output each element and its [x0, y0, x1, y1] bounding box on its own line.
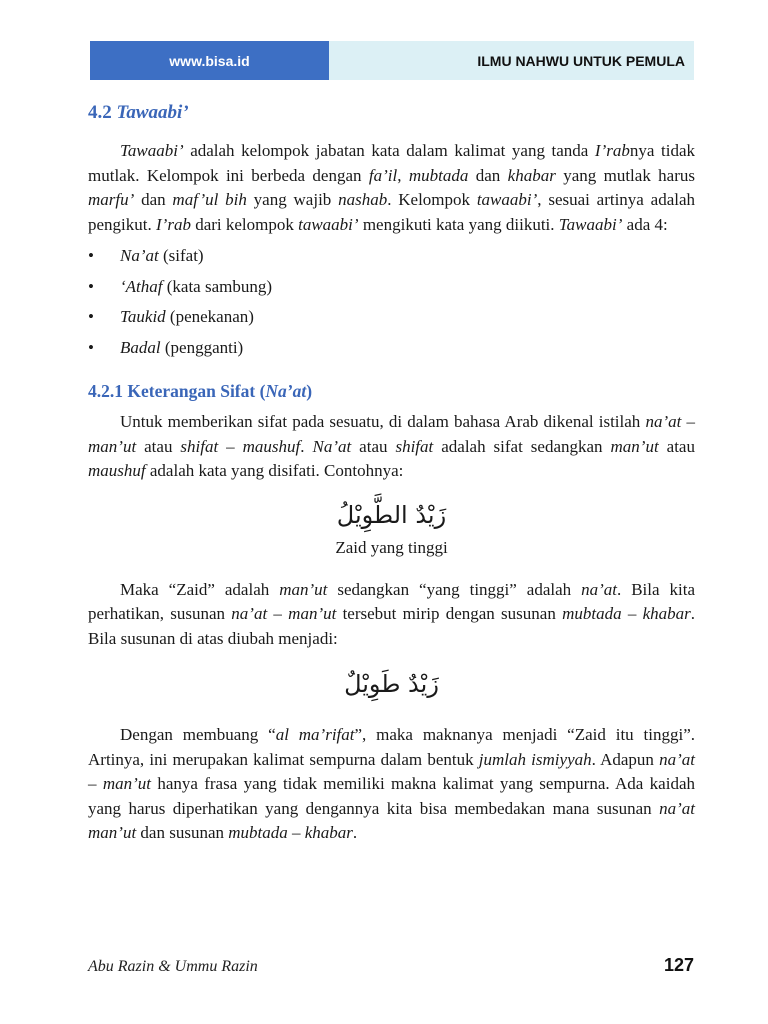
text-run: Untuk memberikan sifat pada sesuatu, di dalam bahasa Arab dikenal istilah [120, 412, 646, 431]
text-run: hanya frasa yang tidak memiliki makna kalimat yang sempurna. Ada kaidah yang harus diperhatikan yang dengannya kita bisa membedakan mana susunan [88, 774, 695, 818]
text-run: . Bila susunan di atas diubah menjadi: [88, 604, 696, 648]
text-run: dan [468, 165, 508, 185]
text-run: . Kelompok [387, 190, 477, 209]
italic-term: shifat – maushuf [180, 436, 301, 456]
italic-term: I’rab [156, 214, 191, 234]
text-run: adalah kata yang disifati. Contohnya: [145, 461, 404, 480]
text-run: yang wajib [246, 190, 339, 209]
book-title: ILMU NAHWU UNTUK PEMULA [329, 41, 694, 80]
example-caption: Zaid yang tinggi [335, 537, 448, 557]
italic-term: na’at [581, 579, 617, 599]
italic-term: nashab [338, 190, 388, 209]
text-run: dari kelompok [190, 214, 299, 234]
tawaabi-list [88, 241, 695, 363]
italic-term: Na’at [312, 436, 352, 456]
site-url[interactable]: www.bisa.id [90, 41, 329, 80]
paragraph-naat-definition [88, 410, 695, 484]
running-header [90, 41, 694, 80]
list-item: • Na’at (sifat) [88, 241, 695, 272]
paragraph-conclusion [88, 723, 695, 846]
text-run: dan susunan [136, 823, 229, 842]
list-item: • Taukid (penekanan) [88, 302, 695, 333]
bullet-icon: • [88, 307, 94, 326]
italic-term: maf’ul bih [172, 190, 247, 209]
subsection-number: 4.2.1 [88, 381, 123, 401]
text-run: Maka “Zaid” adalah [120, 579, 280, 599]
footer-author: Abu Razin & Ummu Razin [88, 958, 258, 975]
arabic-example-2: زَيْدٌ طَوِيْلٌ [344, 670, 439, 698]
list-item: • ‘Athaf (kata sambung) [88, 272, 695, 303]
text-run: . Bila kita perhatikan, susunan [88, 579, 695, 623]
text-run: . [300, 436, 313, 456]
italic-term: shifat [395, 436, 434, 456]
bullet-icon: • [88, 337, 94, 357]
text-run: . [352, 823, 358, 842]
text-run: dan [134, 190, 173, 209]
section-title: Tawaabi’ [116, 102, 189, 123]
italic-term: na’at – man’ut [88, 412, 695, 456]
section-number: 4.2 [88, 102, 112, 123]
text-run: ”, maka maknanya menjadi “Zaid itu tinggi”. Artinya, ini merupakan kalimat sempurna dalam bentuk [88, 725, 696, 769]
italic-term: al ma’rifat [275, 725, 355, 744]
italic-term: tawaabi’ [476, 190, 538, 209]
bullet-icon: • [88, 276, 94, 296]
italic-term: maushuf [88, 461, 146, 480]
text-run: adalah sifat sedangkan [433, 436, 611, 456]
page-number: 127 [663, 955, 694, 975]
italic-term: na’at man’ut [88, 798, 695, 842]
list-item: • Badal (pengganti) [88, 333, 695, 364]
text-run: ada 4: [622, 214, 668, 234]
italic-term: man’ut [610, 436, 659, 456]
text-run: sedangkan “yang tinggi” adalah [327, 579, 582, 599]
text-run: . Adapun [591, 749, 660, 769]
text-run: atau [136, 436, 181, 456]
italic-term: tawaabi’ [298, 214, 359, 234]
bullet-icon: • [88, 246, 94, 265]
text-run: atau [351, 436, 396, 456]
italic-term: jumlah ismiyyah [478, 749, 592, 769]
italic-term: fa’il [368, 165, 398, 185]
text-run: atau [658, 436, 695, 456]
text-run: adalah kelompok jabatan kata dalam kalimat yang tanda [183, 141, 595, 160]
section-heading [88, 102, 695, 124]
text-run: nya tidak mutlak. Kelompok ini berbeda dengan [88, 141, 695, 185]
italic-term: na’at – man’ut [88, 749, 696, 793]
italic-term: mubtada [408, 165, 469, 185]
italic-term: man’ut [279, 579, 328, 599]
text-run: Dengan membuang “ [120, 725, 276, 744]
italic-term: Tawaabi’ [558, 214, 623, 234]
italic-term: Tawaabi’ [120, 141, 184, 160]
page-body [88, 102, 695, 846]
arabic-example-1: زَيْدٌ الطَّوِيْلُ [336, 500, 447, 529]
text-run: , sesuai artinya adalah pengikut. [88, 190, 696, 234]
paragraph-intro [88, 139, 695, 237]
text-run: , [397, 165, 409, 185]
italic-term: marfu’ [88, 190, 135, 209]
paragraph-comparison [88, 578, 695, 652]
text-run: tersebut mirip dengan susunan [336, 604, 563, 623]
italic-term: I’rab [594, 141, 630, 160]
subsection-heading: 4.2.1 Keterangan Sifat (Na’at) [88, 381, 313, 401]
text-run: yang mutlak harus [555, 165, 696, 185]
italic-term: khabar [507, 165, 556, 185]
italic-term: mubtada – khabar [562, 604, 691, 623]
italic-term: na’at – man’ut [231, 604, 337, 623]
italic-term: mubtada – khabar [228, 823, 353, 842]
text-run: mengikuti kata yang diikuti. [358, 214, 559, 234]
